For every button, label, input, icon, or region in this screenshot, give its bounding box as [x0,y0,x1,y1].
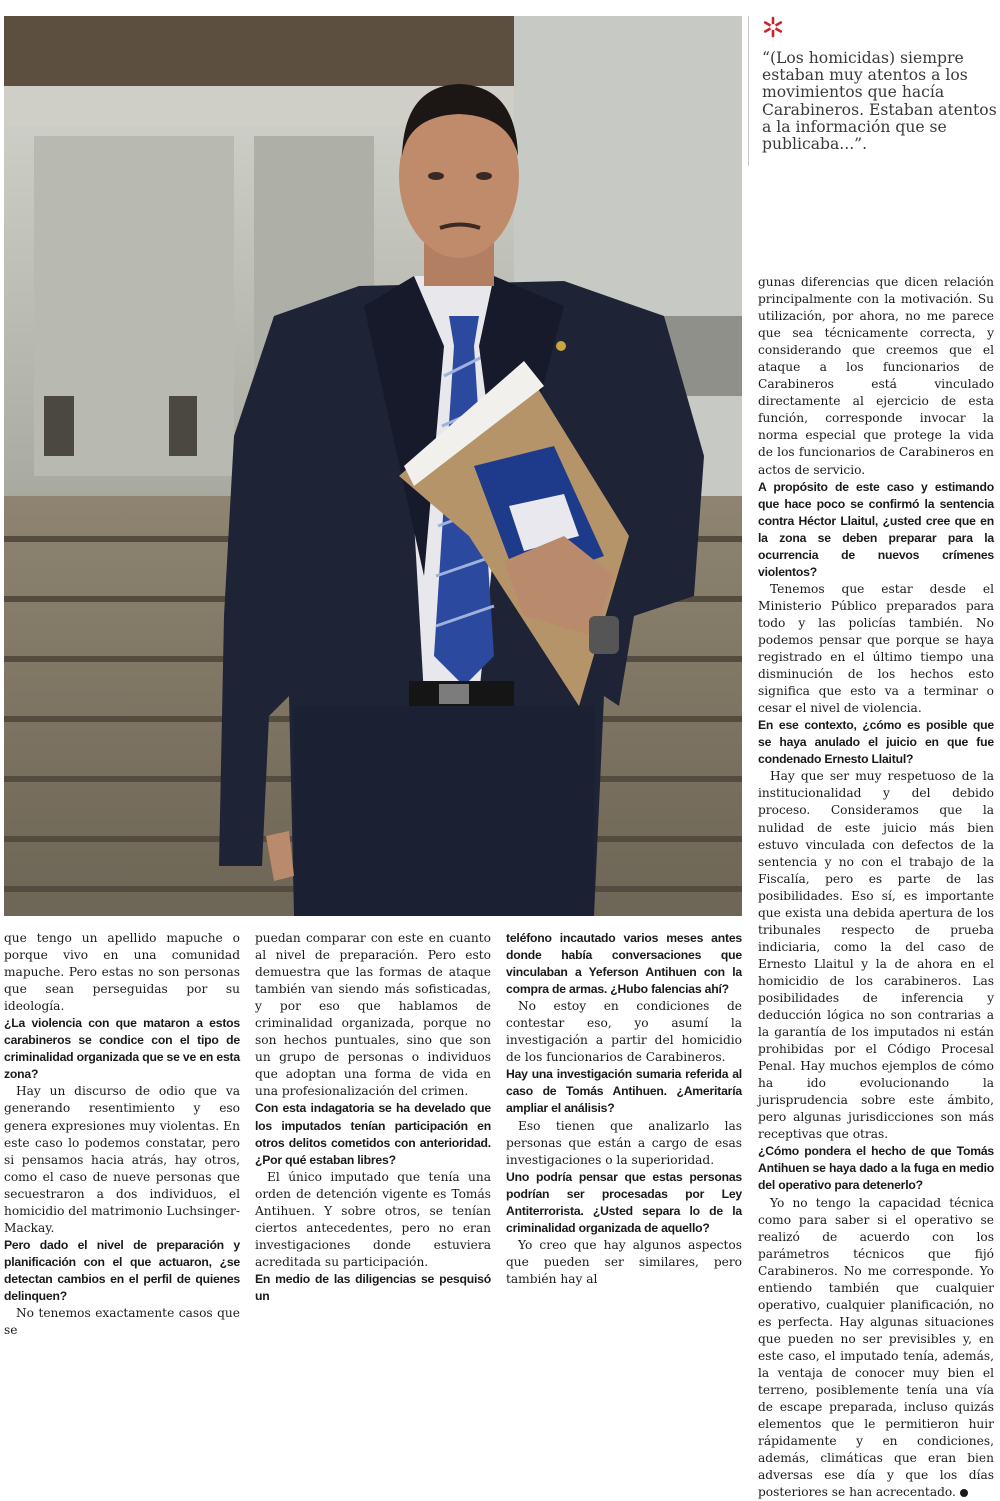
end-of-article-icon [960,1489,968,1497]
column-rule [748,16,749,166]
interview-answer: Eso tienen que analizarlo las personas que están a cargo de esas investigaciones o la superioridad. [506,1118,742,1167]
interview-answer: Yo creo que hay algunos aspectos que pueden ser similares, pero también hay al [506,1237,742,1286]
interview-answer: No estoy en condiciones de contestar eso, yo asumí la investigación a partir del homicidio de los funcionarios de Carabineros. [506,999,742,1065]
interview-answer: No tenemos exactamente casos que se [4,1306,240,1338]
interview-question: A propósito de este caso y estimando que hace poco se confirmó la sentencia contra Héctor Llaitul, ¿usted cree que en la zona se deben preparar para la ocurrencia de nuevos crímenes violentos? [758,479,994,579]
interview-question: ¿La violencia con que mataron a estos carabineros se condice con el tipo de criminalidad organizada que se ve en esta zona? [4,1016,240,1082]
interview-answer: gunas diferencias que dicen relación principalmente con la motivación. Su utilización, por ahora, no me parece que sea técnicamente correcta, y considerando que creemos que el ataque a los funcionarios de Carabineros está vinculado directamente al ejercicio de esta función, corresponde invocar la norma especial que protege la vida de los funcionarios de Carabineros en actos de servicio. [758,275,994,477]
interview-question: Con esta indagatoria se ha develado que los imputados tenían participación en otros delitos cometidos con anterioridad. ¿Por qué estaban libres? [255,1101,491,1167]
interview-answer: que tengo un apellido mapuche o porque vivo en una comunidad mapuche. Pero estas no son personas que sean perseguidas por su ideología. [4,931,240,1014]
article-column-4 [758,274,994,1501]
interview-question: Hay una investigación sumaria referida al caso de Tomás Antihuen. ¿Ameritaría ampliar el análisis? [506,1067,742,1116]
interview-question: Pero dado el nivel de preparación y planificación con el que actuaron, ¿se detectan cambios en el perfil de quienes delinquen? [4,1237,240,1303]
interview-question: Uno podría pensar que estas personas podrían ser procesadas por Ley Antiterrorista. ¿Usted separa lo de la criminalidad organizada de aquello? [506,1169,742,1235]
interview-answer: Hay un discurso de odio que va generando resentimiento y eso genera expresiones muy violentas. En este caso lo podemos constatar, pero si pensamos hacia atrás, hay otros, como el caso de nueve personas que secuestraron a dos individuos, el homicidio del matrimonio Luchsinger-Mackay. [4,1084,240,1235]
interview-question: ¿Cómo pondera el hecho de que Tomás Antihuen se haya dado a la fuga en medio del operativo para detenerlo? [758,1144,994,1193]
article-column-2 [255,930,491,1305]
pull-quote: “(Los homicidas) siempre estaban muy atentos a los movimientos que hacía Carabineros. Estaban atentos a la información que se publicaba...”. [762,49,997,154]
interview-answer: puedan comparar con este en cuanto al nivel de preparación. Pero esto demuestra que las formas de ataque también van siendo más sofisticadas, y por eso que hablamos de criminalidad organizada, porque no son hechos puntuales, sino que son un grupo de personas o individuos que adoptan una forma de vida en una profesionalización del crimen. [255,931,491,1099]
interview-question: En ese contexto, ¿cómo es posible que se haya anulado el juicio en que fue condenado Ernesto Llaitul? [758,718,994,767]
interview-answer: El único imputado que tenía una orden de detención vigente es Tomás Antihuen. Y sobre otros, se tenían ciertos antecedentes, pero no eran investigaciones donde estuviera acreditada su participación. [255,1169,491,1269]
article-column-1 [4,930,240,1339]
interview-question: teléfono incautado varios meses antes donde había conversaciones que vinculaban a Yeferson Antihuen con la compra de armas. ¿Hubo falencias ahí? [506,931,742,997]
interview-question: En medio de las diligencias se pesquisó un [255,1271,491,1303]
interview-answer: Hay que ser muy respetuoso de la institucionalidad y del debido proceso. Consideramos que la nulidad de este juicio más bien estuvo vinculada con defectos de la sentencia y no con el trabajo de la Fiscalía, pero es parte de las posibilidades. Eso sí, es importante que exista una debida apertura de los tribunales respecto de prueba indiciaria, como la del caso de Ernesto Llaitul y la de ahora en el homicidio de los carabineros. Las posibilidades de inferencia y deducción lógica no son contrarias a la garantía de los imputados ni están prohibidas por el Código Procesal Penal. Hay muchos ejemplos de cómo ha ido evolucionando la jurisprudencia sobre este ámbito, pero algunas jurisdicciones son más receptivas que otras. [758,769,994,1142]
article-column-3 [506,930,742,1288]
asterisk-icon [762,16,784,38]
interview-answer: Yo no tengo la capacidad técnica como para saber si el operativo se realizó de acuerdo con los parámetros técnicos que fijó Carabineros. No me corresponde. Yo entiendo también que cualquier operativo, cualquier planificación, no es perfecta. Hay algunas situaciones que pueden no ser previsibles y, en este caso, el imputado tenía, además, la ventaja de conocer muy bien el terreno, posiblemente tenía una vía de escape preparada, incluso quizás elementos que le permitieron huir rápidamente y en condiciones, además, climáticas que eran bien adversas ese día y que los días posteriores se han acrecentado. [758,1195,994,1500]
interview-answer: Tenemos que estar desde el Ministerio Público preparados para todo y las policías también. No podemos pensar que porque se haya registrado en el último tiempo una disminución de los hechos esto significa que esto va a terminar o cesar el nivel de violencia. [758,581,994,716]
portrait-photo [4,16,742,916]
